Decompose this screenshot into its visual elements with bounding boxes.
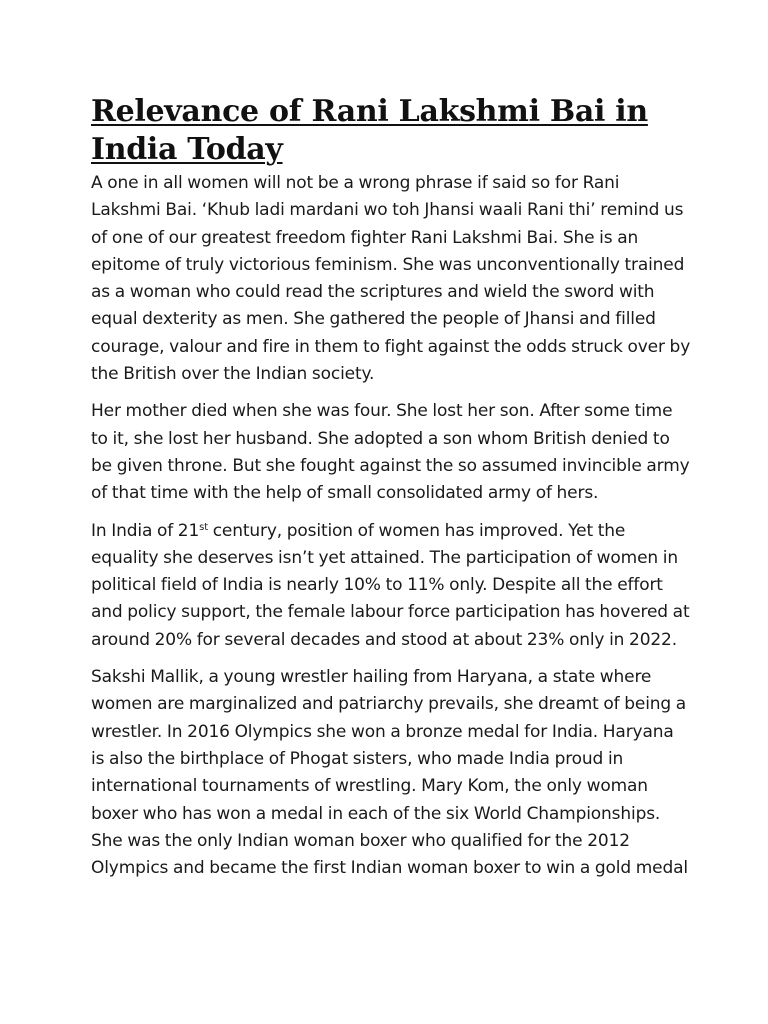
ordinal-superscript: st xyxy=(199,521,208,533)
paragraph-women-status-rest: century, position of women has improved. Yet the equality she deserves isn’t yet attained. The participation of women in political field of India is nearly 10% to 11% only. Despite all the effort and policy support, the female labour force participation has hovered at around 20% for several decades and stood at about 23% only in 2022. xyxy=(91,520,690,650)
paragraph-women-status-start: In India of 21 xyxy=(91,520,200,541)
document-page xyxy=(91,93,691,892)
paragraph-family: Her mother died when she was four. She lost her son. After some time to it, she lost her husband. She adopted a son whom British denied to be given throne. But she fought against the so assumed invincible army of that time with the help of small consolidated army of hers. xyxy=(91,401,690,504)
paragraph-intro: A one in all women will not be a wrong phrase if said so for Rani Lakshmi Bai. ‘Khub ladi mardani wo toh Jhansi waali Rani thi’ remind us of one of our greatest freedom fighter Rani Lakshmi Bai. She is an epitome of truly victorious feminism. She was unconventionally trained as a woman who could read the scriptures and wield the sword with equal dexterity as men. She gathered the people of Jhansi and filled courage, valour and fire in them to fight against the odds struck over by the British over the Indian society. xyxy=(91,173,691,385)
paragraph-women-status xyxy=(91,518,691,654)
document-title: Relevance of Rani Lakshmi Bai in India Today xyxy=(91,94,648,167)
paragraph-athletes: Sakshi Mallik, a young wrestler hailing from Haryana, a state where women are marginalized and patriarchy prevails, she dreamt of being a wrestler. In 2016 Olympics she won a bronze medal for India. Haryana is also the birthplace of Phogat sisters, who made India proud in international tournaments of wrestling. Mary Kom, the only woman boxer who has won a medal in each of the six World Championships. She was the only Indian woman boxer who qualified for the 2012 Olympics and became the first Indian woman boxer to win a gold medal xyxy=(91,667,688,879)
